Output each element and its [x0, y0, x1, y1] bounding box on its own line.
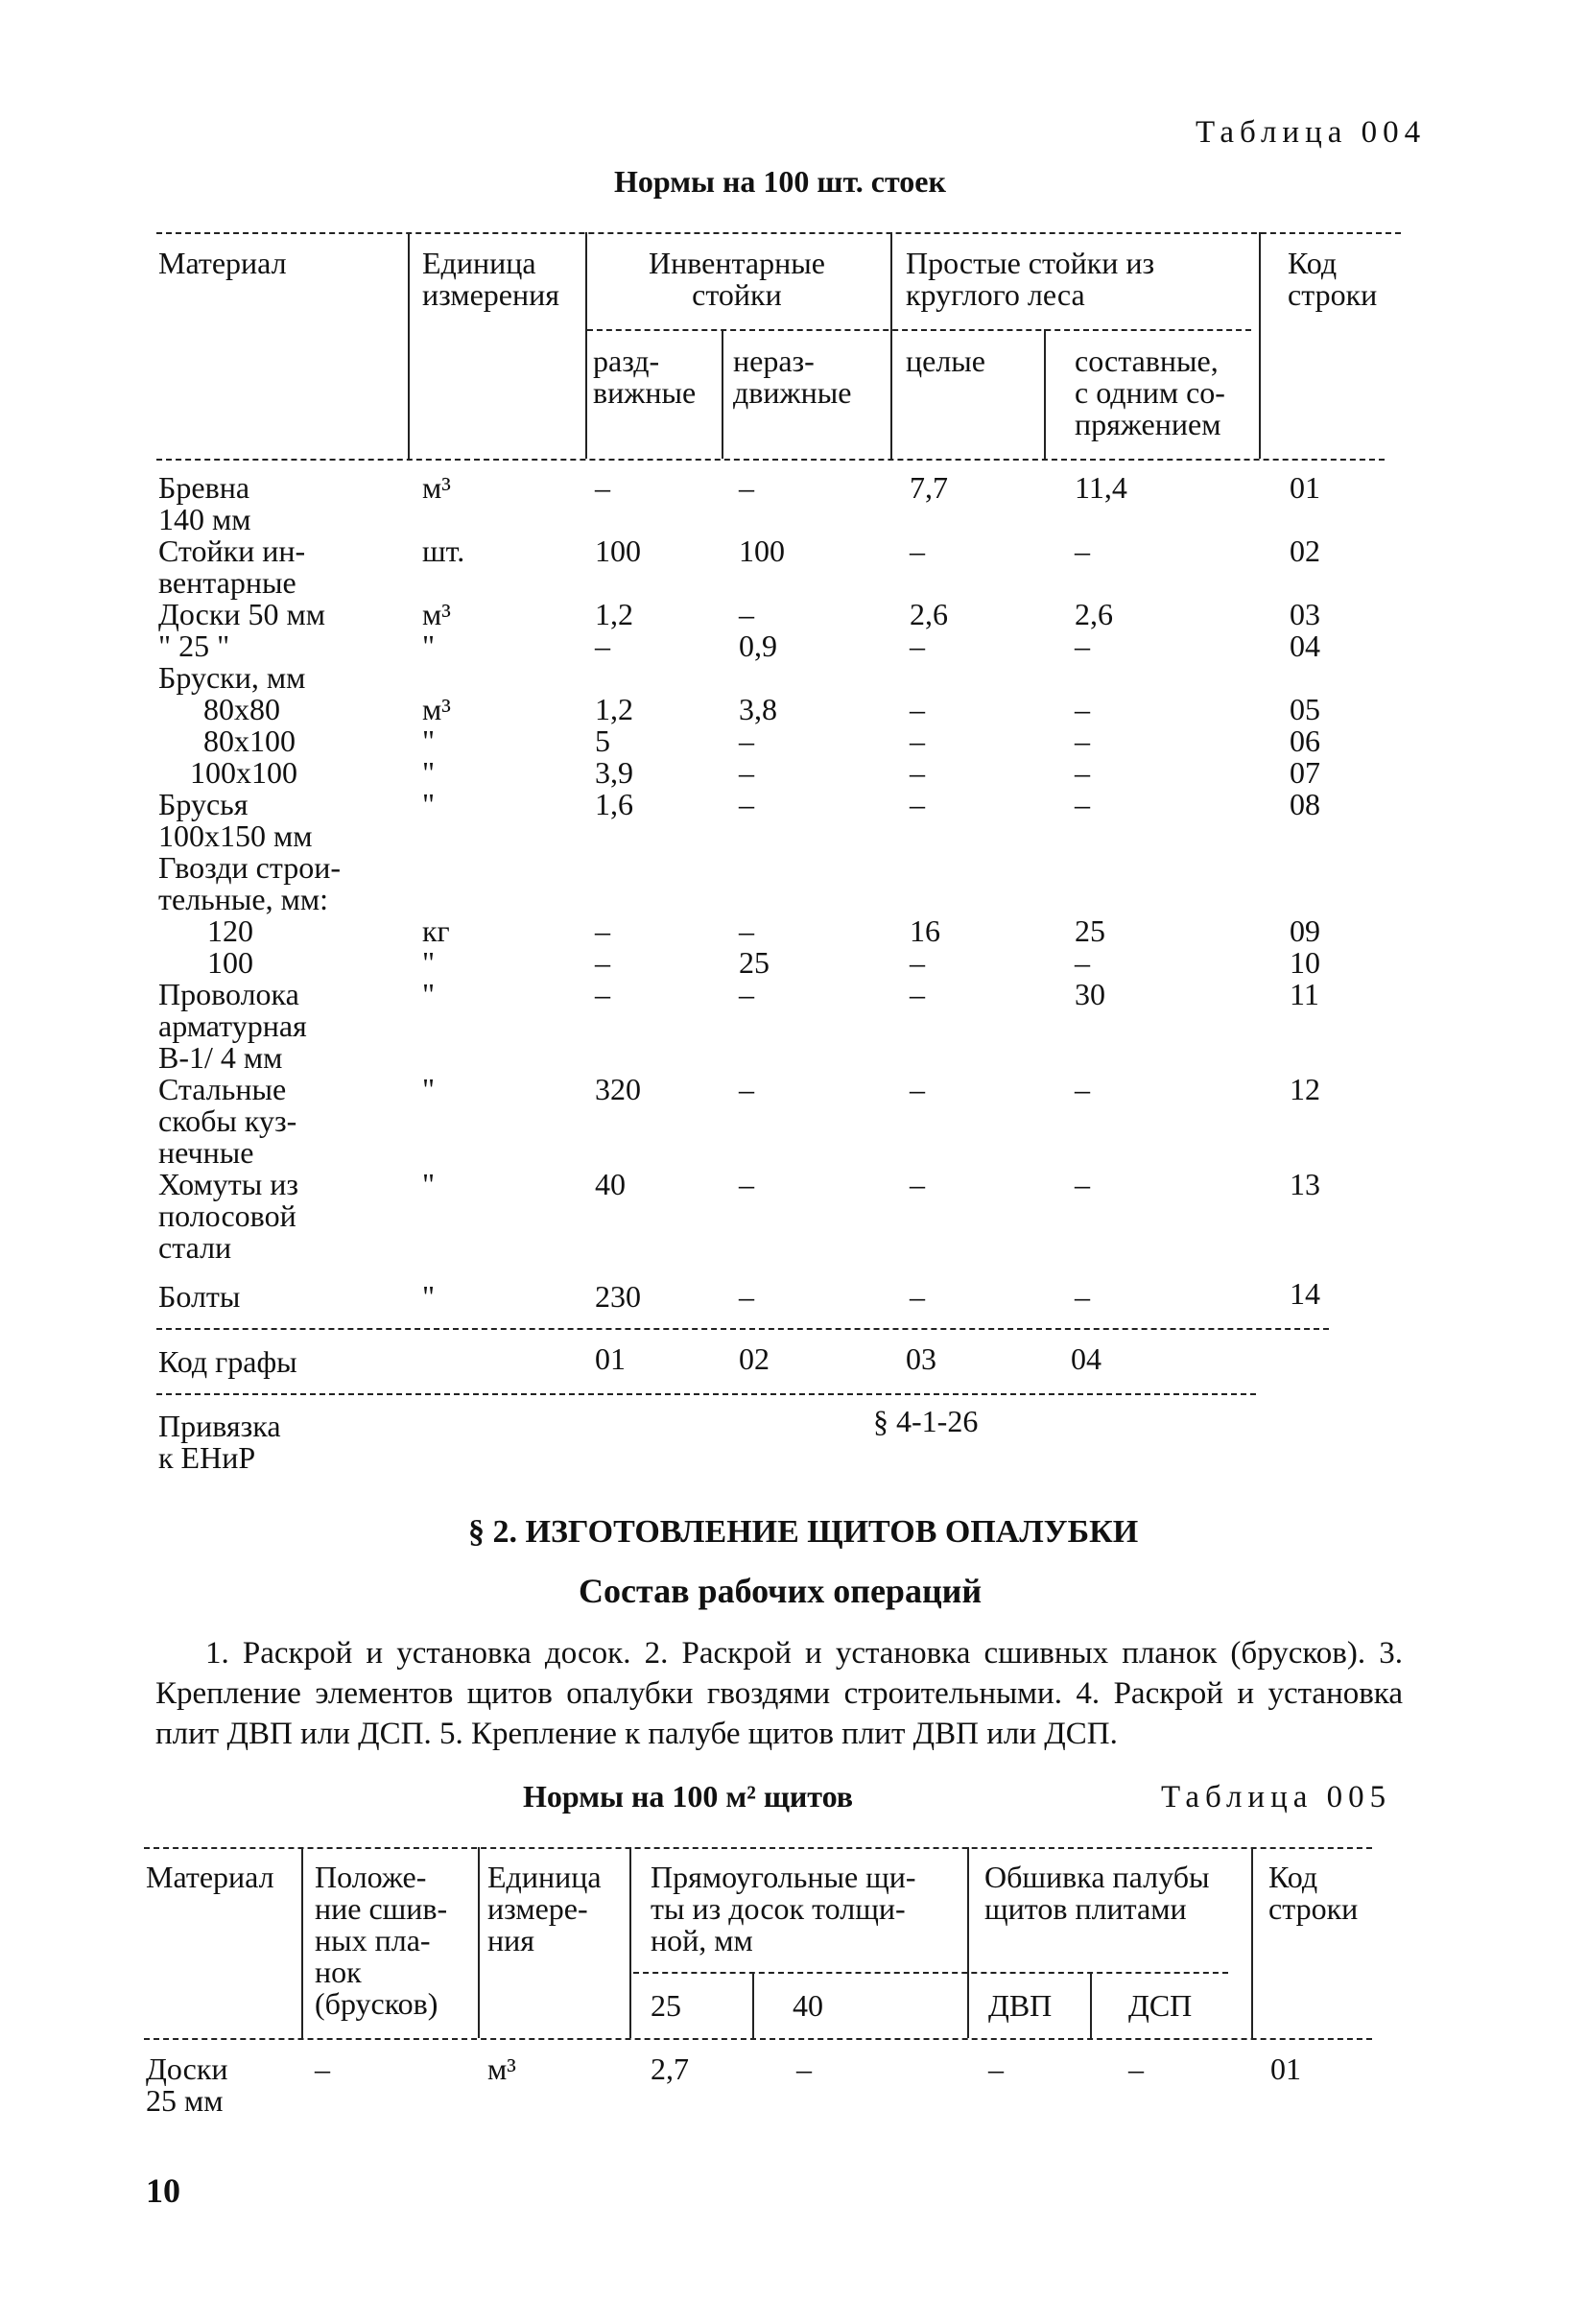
table-row-material: Проволока арматурная В-1/ 4 мм: [158, 977, 307, 1075]
table-row-value: –: [910, 692, 925, 726]
header-simple-whole: целые: [906, 344, 985, 378]
table-row-material: Гвозди строи- тельные, мм:: [158, 850, 341, 916]
table-row-value: –: [988, 2051, 1004, 2086]
operations-paragraph: 1. Раскрой и установка досок. 2. Раскрой и установка сшивных планок (брусков). 3. Крепление элементов щитов опалубки гвоздями строительными. 4. Раскрой и установка плит ДВП или ДСП. 5. Крепление к палубе щитов плит ДВП или ДСП.: [155, 1636, 1403, 1751]
table-row-value: –: [910, 977, 925, 1011]
table-row-unit: м³: [487, 2051, 516, 2086]
table-row-value: –: [1075, 628, 1090, 663]
table-row-unit: ": [422, 723, 436, 758]
table-row-value: –: [1075, 1167, 1090, 1201]
table-row-value: –: [1075, 534, 1090, 568]
table-row-code: 11: [1290, 977, 1319, 1011]
table-004-col-divider: [890, 232, 892, 459]
table-row-code: 08: [1290, 787, 1320, 821]
table-row-value: –: [739, 1072, 754, 1106]
table-row-unit: ": [422, 628, 436, 663]
table-005-col-divider: [752, 1972, 754, 2038]
table-row-value: 2,6: [1075, 597, 1113, 631]
table-005-header-bottom-rule: [144, 2038, 1372, 2040]
table-row-value: –: [739, 977, 754, 1011]
table-row-code: 09: [1290, 913, 1320, 948]
header-simple-racks: Простые стойки из круглого леса: [906, 246, 1155, 312]
table-row-value: 2,6: [910, 597, 948, 631]
header-row-code: Код строки: [1268, 1860, 1359, 1926]
table-004-label: Таблица 004: [1196, 115, 1427, 150]
table-row-value: –: [595, 628, 610, 663]
table-row-unit: кг: [422, 913, 450, 948]
table-row-value: 3,9: [595, 755, 633, 790]
table-row-code: 10: [1290, 945, 1320, 980]
table-row-value: –: [739, 723, 754, 758]
table-row-value: 16: [910, 913, 940, 948]
table-004-header-bottom-rule: [156, 459, 1385, 461]
header-sheathing: Обшивка палубы щитов плитами: [984, 1860, 1210, 1926]
table-row-material: Стальные скобы куз- нечные: [158, 1072, 297, 1170]
table-row-unit: ": [422, 787, 436, 821]
column-code: 03: [906, 1341, 936, 1376]
table-row-code: 06: [1290, 723, 1320, 758]
table-row-value: –: [796, 2051, 812, 2086]
table-row-material: Брусья 100х150 мм: [158, 787, 313, 853]
table-row-value: 0,9: [739, 628, 777, 663]
table-row-value: 230: [595, 1279, 641, 1314]
table-row-code: 02: [1290, 534, 1320, 568]
table-005-label: Таблица 005: [1161, 1780, 1392, 1814]
table-row-code: 04: [1290, 628, 1320, 663]
table-row-value: –: [910, 1167, 925, 1201]
table-row-material: Хомуты из полосовой стали: [158, 1167, 298, 1265]
table-005-col-divider: [1251, 1847, 1253, 2038]
table-row-value: –: [595, 913, 610, 948]
table-row-material: 80х100: [203, 723, 296, 758]
table-row-unit: м³: [422, 597, 451, 631]
table-row-value: –: [1075, 787, 1090, 821]
table-row-value: –: [1075, 692, 1090, 726]
section-heading: § 2. ИЗГОТОВЛЕНИЕ ЩИТОВ ОПАЛУБКИ: [468, 1514, 1139, 1550]
table-row-value: –: [910, 628, 925, 663]
header-thickness-40: 40: [793, 1988, 823, 2023]
page-number: 10: [146, 2171, 180, 2210]
header-rectangular-panels: Прямоугольные щи- ты из досок толщи- ной, мм: [651, 1860, 916, 1957]
header-dvp: ДВП: [988, 1988, 1053, 2023]
table-004-col-divider: [408, 232, 410, 459]
table-005-subheader-rule: [633, 1972, 1228, 1974]
table-row-value: –: [910, 1072, 925, 1106]
table-row-unit: м³: [422, 692, 451, 726]
table-row-value: 320: [595, 1072, 641, 1106]
table-005-col-divider: [1090, 1972, 1092, 2038]
table-005-col-divider: [967, 1847, 969, 2038]
table-row-value: –: [739, 755, 754, 790]
enir-binding-value: § 4-1-26: [873, 1404, 979, 1438]
table-row-unit: ": [422, 1167, 436, 1201]
table-row-material: " 25 ": [158, 628, 230, 663]
table-row-code: 12: [1290, 1072, 1320, 1106]
header-unit: Единица измере- ния: [487, 1860, 602, 1957]
table-row-unit: ": [422, 755, 436, 790]
table-row-value: –: [739, 787, 754, 821]
table-row-value: –: [910, 755, 925, 790]
header-inventory-racks: Инвентарные стойки: [649, 246, 825, 312]
table-row-material: 100х100: [190, 755, 297, 790]
table-004-col-divider: [585, 232, 587, 459]
table-row-value: 40: [595, 1167, 626, 1201]
table-row-material: 120: [207, 913, 253, 948]
table-row-value: 1,2: [595, 597, 633, 631]
table-row-value: 100: [739, 534, 785, 568]
table-row-value: 7,7: [910, 470, 948, 505]
table-row-value: –: [910, 1279, 925, 1314]
header-thickness-25: 25: [651, 1988, 681, 2023]
table-row-value: –: [1128, 2051, 1144, 2086]
header-plank-position: Положе- ние сшив- ных пла- нок (брусков): [315, 1860, 448, 2021]
table-004-col-divider: [1044, 329, 1046, 459]
header-row-code: Код строки: [1288, 246, 1378, 312]
table-row-value: –: [1075, 723, 1090, 758]
table-005-top-rule: [144, 1847, 1372, 1849]
table-row-value: –: [739, 1167, 754, 1201]
table-row-value: –: [739, 597, 754, 631]
table-row-unit: ": [422, 1072, 436, 1106]
table-row-unit: ": [422, 1279, 436, 1314]
header-inv-sliding: разд- вижные: [593, 344, 697, 410]
header-inv-fixed: нераз- движные: [733, 344, 852, 410]
table-row-value: –: [739, 470, 754, 505]
table-004-subheader-rule: [587, 329, 1251, 331]
column-code: 02: [739, 1341, 770, 1376]
table-004-codes-rule: [156, 1328, 1329, 1330]
table-row-code: 05: [1290, 692, 1320, 726]
table-row-code: 13: [1290, 1167, 1320, 1201]
column-code: 04: [1071, 1341, 1101, 1376]
table-row-value: 1,6: [595, 787, 633, 821]
table-004-col-divider: [722, 329, 723, 459]
table-005-col-divider: [629, 1847, 631, 2038]
table-row-value: –: [1075, 1279, 1090, 1314]
table-row-value: –: [910, 534, 925, 568]
table-row-value: 1,2: [595, 692, 633, 726]
header-material: Материал: [158, 246, 287, 280]
table-row-value: –: [910, 787, 925, 821]
table-row-material: Бруски, мм: [158, 660, 306, 695]
table-row-code: 07: [1290, 755, 1320, 790]
table-005-col-divider: [478, 1847, 480, 2038]
table-004-binding-rule: [156, 1393, 1256, 1395]
table-row-value: 25: [1075, 913, 1105, 948]
table-row-code: 03: [1290, 597, 1320, 631]
table-row-material: Болты: [158, 1279, 241, 1314]
table-row-material: Бревна 140 мм: [158, 470, 251, 536]
enir-binding-label: Привязка к ЕНиР: [158, 1409, 281, 1475]
header-unit: Единица измерения: [422, 246, 559, 312]
table-005-caption: Нормы на 100 м² щитов: [523, 1779, 854, 1814]
table-row-value: –: [1075, 755, 1090, 790]
header-material: Материал: [146, 1860, 274, 1894]
table-row-unit: ": [422, 945, 436, 980]
table-row-value: 5: [595, 723, 610, 758]
table-row-value: –: [1075, 945, 1090, 980]
table-005-col-divider: [301, 1847, 303, 2038]
table-row-value: –: [1075, 1072, 1090, 1106]
table-row-material: Стойки ин- вентарные: [158, 534, 306, 600]
table-row-value: –: [739, 913, 754, 948]
table-row-value: –: [910, 945, 925, 980]
table-004-caption: Нормы на 100 шт. стоек: [614, 164, 946, 199]
table-row-value: 3,8: [739, 692, 777, 726]
table-row-material: 100: [207, 945, 253, 980]
table-row-value: –: [910, 723, 925, 758]
table-row-value: 30: [1075, 977, 1105, 1011]
table-row-value: 2,7: [651, 2051, 689, 2086]
table-row-material: Доски 50 мм: [158, 597, 325, 631]
header-simple-composite: составные, с одним со- пряжением: [1075, 344, 1225, 441]
table-row-value: –: [595, 470, 610, 505]
table-004-col-divider: [1259, 232, 1261, 459]
table-row-material: Доски 25 мм: [146, 2051, 228, 2118]
column-codes-label: Код графы: [158, 1344, 297, 1379]
table-row-value: –: [595, 977, 610, 1011]
table-row-code: 14: [1290, 1276, 1320, 1311]
table-row-value: 11,4: [1075, 470, 1127, 505]
table-row-unit: шт.: [422, 534, 465, 568]
table-row-value: –: [595, 945, 610, 980]
table-row-value: 100: [595, 534, 641, 568]
table-row-value: 25: [739, 945, 770, 980]
header-dsp: ДСП: [1128, 1988, 1193, 2023]
table-row-code: 01: [1290, 470, 1320, 505]
table-row-unit: ": [422, 977, 436, 1011]
table-row-unit: м³: [422, 470, 451, 505]
table-row-material: 80х80: [203, 692, 280, 726]
column-code: 01: [595, 1341, 626, 1376]
section-subheading: Состав рабочих операций: [579, 1572, 983, 1610]
table-row-code: 01: [1270, 2051, 1301, 2086]
table-row-value: –: [739, 1279, 754, 1314]
table-row-position: –: [315, 2051, 330, 2086]
table-004-top-rule: [156, 232, 1401, 234]
